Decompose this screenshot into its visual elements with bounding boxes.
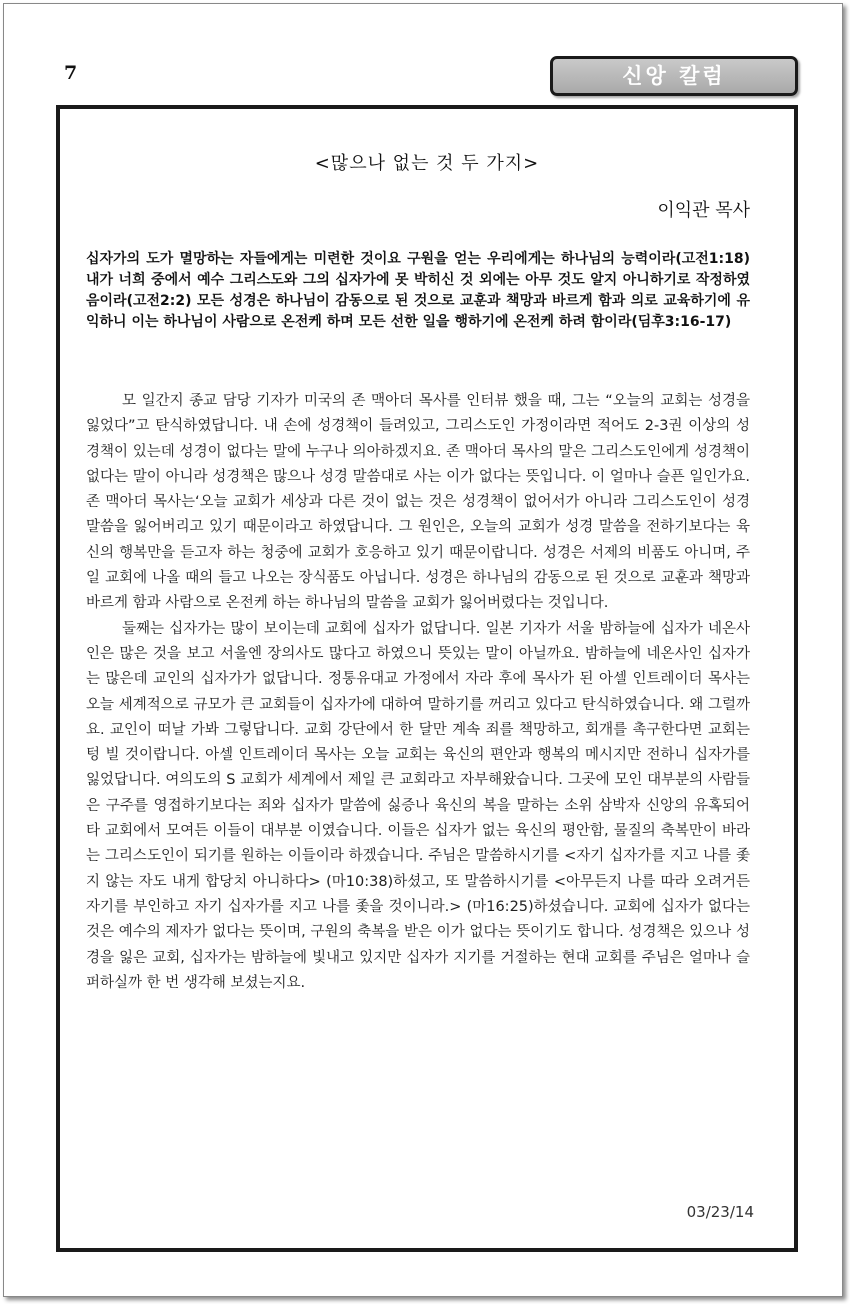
article-frame <box>56 105 798 1252</box>
article-paragraph: 둘째는 십자가는 많이 보이는데 교회에 십자가 없답니다. 일본 기자가 서울 밤하늘에 십자가 네온사인은 많은 것을 보고 서울엔 장의사도 많다고 하였으니 뜻있는 말이 아닐까요. 밤하늘에 네온사인 십자가는 많은데 교인의 십자가가 없답니다. 정통유대교 가정에서 자라 후에 목사가 된 아셀 인트레이더 목사는 오늘 세계적으로 규모가 큰 교회들이 십자가에 대하여 말하기를 꺼리고 있다고 탄식하였습니다. 왜 그럴까요. 교인이 떠날 가봐 그렇답니다. 교회 강단에서 한 달만 계속 죄를 책망하고, 회개를 촉구한다면 교회는 텅 빌 것이랍니다. 아셀 인트레이더 목사는 오늘 교회는 육신의 편안과 행복의 메시지만 전하니 십자가를 잃었답니다. 여의도의 S 교회가 세계에서 제일 큰 교회라고 자부해왔습니다. 그곳에 모인 대부분의 사람들은 구주를 영접하기보다는 죄와 십자가 말씀에 싫증나 육신의 복을 말하는 소위 삼박자 신앙의 유혹되어 타 교회에서 모여든 이들이 대부분 이였습니다. 이들은 십자가 없는 육신의 평안함, 물질의 축복만이 바라는 그리스도인이 되기를 원하는 이들이라 하겠습니다. 주님은 말씀하시기를 <자기 십자가를 지고 나를 좇지 않는 자도 내게 합당치 아니하다> (마10:38)하셨고, 또 말씀하시기를 <아무든지 나를 따라 오려거든 자기를 부인하고 자기 십자가를 지고 나를 좇을 것이니라.> (마16:25)하셨습니다. 교회에 십자가 없다는 것은 예수의 제자가 없다는 뜻이며, 구원의 축복을 받은 이가 없다는 뜻이기도 합니다. 성경책은 있으나 성경을 잃은 교회, 십자가는 밤하늘에 빛내고 있지만 십자가 지기를 거절하는 현대 교회를 주님은 얼마나 슬퍼하실까 한 번 생각해 보셨는지요. <box>86 620 750 991</box>
scripture-passage: 십자가의 도가 멸망하는 자들에게는 미련한 것이요 구원을 얻는 우리에게는 하나님의 능력이라(고전1:18) 내가 너희 중에서 예수 그리스도와 그의 십자가에 못 박히신 것 외에는 아무 것도 알지 아니하기로 작정하였음이라(고전2:2) 모든 성경은 하나님이 감동으로 된 것으로 교훈과 책망과 바르게 함과 의로 교육하기에 유익하니 이는 하나님이 사람으로 온전케 하며 모든 선한 일을 행하기에 온전케 하려 함이라(딤후3:16-17) <box>86 251 750 330</box>
column-category-tab: 신앙 칼럼 <box>550 56 798 96</box>
page-number: 7 <box>64 62 78 84</box>
page-sheet <box>3 3 843 1297</box>
article-body <box>86 389 750 996</box>
article-author: 이익관 목사 <box>657 200 750 221</box>
article-title: <많으나 없는 것 두 가지> <box>314 153 540 174</box>
article-paragraph: 모 일간지 종교 담당 기자가 미국의 존 맥아더 목사를 인터뷰 했을 때, 그는 “오늘의 교회는 성경을 잃었다”고 탄식하였답니다. 내 손에 성경책이 들려있고, 그리스도인 가정이라면 적어도 2-3권 이상의 성경책이 있는데 성경이 없다는 말에 누구나 의아하겠지요. 존 맥아더 목사의 말은 그리스도인에게 성경책이 없다는 말이 아니라 성경책은 많으나 성경 말씀대로 사는 이가 없다는 뜻입니다. 이 얼마나 슬픈 일인가요. 존 맥아더 목사는‘오늘 교회가 세상과 다른 것이 없는 것은 성경책이 없어서가 아니라 그리스도인이 성경 말씀을 잃어버리고 있기 때문이라고 하였답니다. 그 원인은, 오늘의 교회가 성경 말씀을 전하기보다는 육신의 행복만을 듣고자 하는 청중에 교회가 호응하고 있기 때문이랍니다. 성경은 서제의 비품도 아니며, 주일 교회에 나올 때의 들고 나오는 장식품도 아닙니다. 성경은 하나님의 감동으로 된 것으로 교훈과 책망과 바르게 함과 사람으로 온전케 하는 하나님의 말씀을 교회가 잃어버렸다는 것입니다. <box>86 393 750 612</box>
article-date: 03/23/14 <box>686 1203 754 1221</box>
